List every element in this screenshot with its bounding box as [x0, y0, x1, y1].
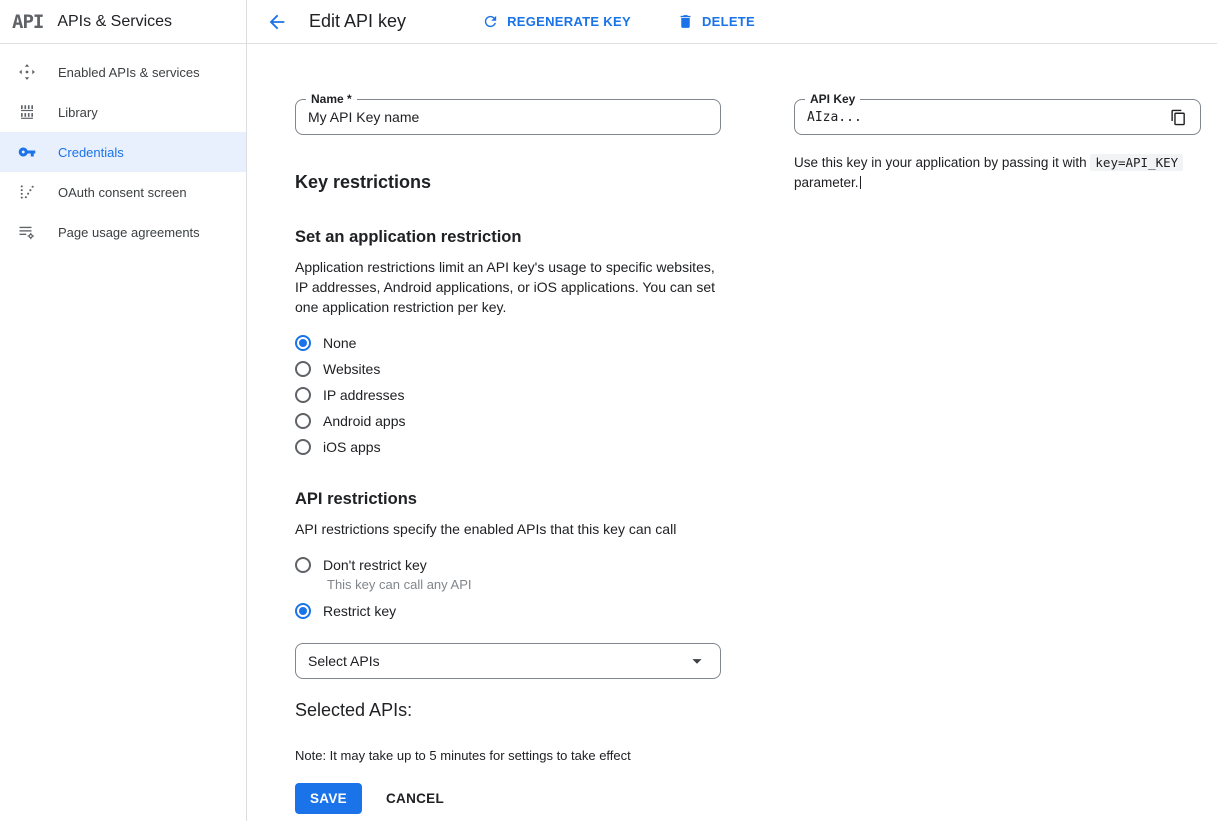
- usage-hint: [794, 153, 1201, 193]
- api-key-column: [794, 92, 1201, 193]
- key-restrictions-title: Key restrictions: [295, 172, 432, 192]
- api-key-input[interactable]: [807, 110, 1168, 125]
- oauth-icon: [17, 182, 37, 202]
- sidebar-item-label: Library: [58, 104, 98, 120]
- radio-label: iOS apps: [323, 439, 381, 455]
- usage-hint-code: key=API_KEY: [1090, 154, 1183, 171]
- radio-option-none[interactable]: [295, 330, 721, 356]
- sidebar-item-page-usage-agreements[interactable]: [0, 212, 246, 252]
- radio-option-android-apps[interactable]: [295, 408, 721, 434]
- radio-option-dont-restrict-key[interactable]: [295, 554, 721, 576]
- usage-hint-prefix: Use this key in your application by passing it with: [794, 155, 1091, 170]
- regenerate-key-button[interactable]: [482, 13, 631, 30]
- radio-label: Android apps: [323, 413, 406, 429]
- radio-icon: [295, 439, 311, 455]
- app-restriction-title: Set an application restriction: [295, 228, 522, 246]
- name-input[interactable]: [308, 109, 708, 125]
- radio-icon: [295, 557, 311, 573]
- copy-icon[interactable]: [1168, 107, 1188, 127]
- api-restrictions-description: API restrictions specify the enabled APIs that this key can call: [295, 521, 677, 537]
- delete-label: DELETE: [701, 14, 756, 29]
- radio-option-websites[interactable]: [295, 356, 721, 382]
- sidebar-item-oauth-consent[interactable]: [0, 172, 246, 212]
- product-title: APIs & Services: [57, 12, 173, 30]
- sidebar-item-credentials[interactable]: [0, 132, 246, 172]
- key-icon: [17, 142, 37, 162]
- library-icon: [17, 102, 37, 122]
- radio-option-ios-apps[interactable]: [295, 434, 721, 460]
- api-key-field: [794, 92, 1201, 135]
- radio-icon: [295, 387, 311, 403]
- radio-icon: [295, 335, 311, 351]
- selected-apis-title: Selected APIs:: [295, 700, 413, 720]
- sidebar-item-label: Credentials: [58, 144, 124, 160]
- app-restriction-radio-group: [295, 330, 721, 460]
- radio-icon: [295, 603, 311, 619]
- settings-note: Note: It may take up to 5 minutes for settings to take effect: [295, 748, 631, 763]
- radio-icon: [295, 361, 311, 377]
- refresh-icon: [482, 13, 499, 30]
- apis-icon: [17, 62, 37, 82]
- radio-icon: [295, 413, 311, 429]
- api-logo: API: [12, 10, 44, 33]
- regenerate-key-label: REGENERATE KEY: [507, 14, 631, 29]
- form-actions: [295, 783, 721, 814]
- radio-label: Websites: [323, 361, 381, 377]
- radio-label: None: [323, 335, 357, 351]
- sidebar-item-enabled-apis[interactable]: [0, 52, 246, 92]
- agreements-icon: [17, 222, 37, 242]
- api-key-field-label: API Key: [805, 92, 860, 106]
- radio-option-ip-addresses[interactable]: [295, 382, 721, 408]
- app-restriction-description: Application restrictions limit an API key's usage to specific websites, IP addresses, Android applications, or iOS applications. You can set one application restriction per key.: [295, 259, 716, 315]
- name-field: [295, 92, 721, 135]
- main-panel: [247, 0, 1217, 821]
- save-button[interactable]: SAVE: [295, 783, 362, 814]
- form-column: [295, 92, 721, 814]
- sidebar-header: [0, 0, 246, 44]
- trash-icon: [677, 13, 694, 30]
- api-restrictions-title: API restrictions: [295, 490, 417, 508]
- sidebar: [0, 0, 247, 821]
- dont-restrict-key-sublabel: This key can call any API: [327, 577, 472, 592]
- sidebar-item-label: OAuth consent screen: [58, 184, 187, 200]
- select-apis-value: Select APIs: [308, 653, 380, 669]
- chevron-down-icon: [686, 650, 708, 672]
- radio-option-restrict-key[interactable]: [295, 600, 721, 622]
- radio-label: IP addresses: [323, 387, 405, 403]
- page-title: Edit API key: [309, 11, 407, 31]
- radio-label: Don't restrict key: [323, 557, 427, 573]
- radio-label: Restrict key: [323, 603, 397, 619]
- sidebar-item-label: Page usage agreements: [58, 224, 200, 240]
- usage-hint-suffix: parameter.: [794, 175, 859, 190]
- name-field-label: Name *: [306, 92, 357, 106]
- text-cursor: [860, 176, 861, 189]
- delete-button[interactable]: [677, 13, 755, 30]
- cancel-button[interactable]: CANCEL: [385, 791, 445, 806]
- sidebar-nav: [0, 44, 246, 252]
- sidebar-item-label: Enabled APIs & services: [58, 64, 200, 80]
- select-apis-dropdown[interactable]: [295, 643, 721, 679]
- back-button[interactable]: [265, 10, 289, 34]
- page-header: [247, 0, 1217, 44]
- api-restrictions-radio-group: [295, 554, 721, 622]
- sidebar-item-library[interactable]: [0, 92, 246, 132]
